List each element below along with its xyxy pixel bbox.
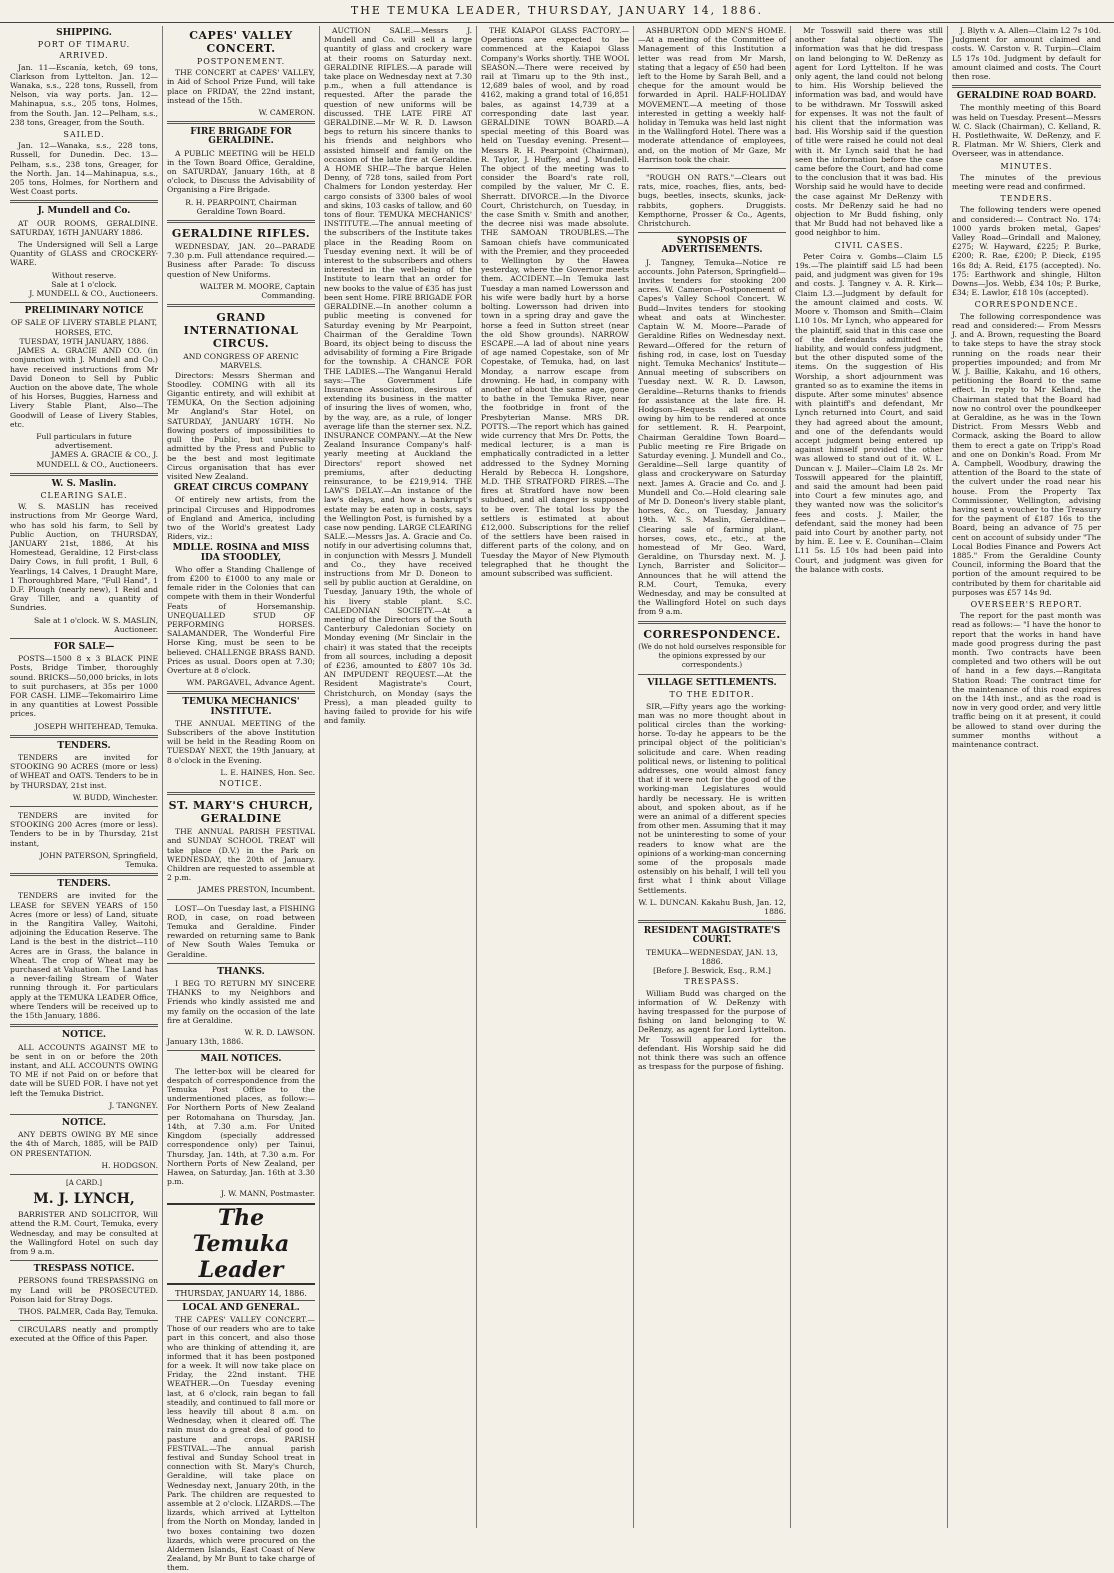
notice-title: NOTICE. — [61, 1030, 107, 1041]
divider — [167, 220, 315, 223]
column-5 — [634, 26, 791, 1528]
divider — [167, 304, 315, 307]
divider — [167, 963, 315, 964]
divider — [167, 121, 315, 124]
paterson-signature: JOHN PATERSON, Springfield, Temuka. — [39, 850, 158, 870]
lawson-signature: W. R. D. LAWSON. — [244, 1028, 315, 1038]
sailed-text: Jan. 12—Wanaka, s.s., 228 tons, Russell, for Dunedin. Dec. 13—Pelham, s.s., 238 tons, Greager, for the North. Jan. 14—Mahinapua, s.s., 205 tons, Holmes, for Northern and West Coast ports. — [10, 141, 158, 197]
col4-text: THE KAIAPOI GLASS FACTORY.—Operations are expected to be commenced at the Kaiapoi Glass Company's Works shortly. THE WOOL SEASON.—There were received by rail at Timaru up to the 9th inst., 12,689 bales of wool, and by road 4162, making a grand total of 16,851 bales, as against 14,739 at a corresponding date last year. GERALDINE TOWN BOARD.—A special meeting of this Board was held on Tuesday evening. Present—Messrs R. H. Pearpoint (Chairman), R. Taylor, J. Huffey, and J. Mundell. The object of the meeting was to consider the Board's rate roll, compiled by the valuer, Mr C. E. Sherratt. DIVORCE.—In the Divorce Court, Christchurch, on Tuesday, in the case Smith v. Smith and another, the decree nisi was made absolute. THE SAMOAN TROUBLES.—The Samoan chiefs have communicated with the Premier, and they proceeded to Wellington by the Hawea yesterday, where the Governor meets them. ACCIDENT.—In Temuka last Tuesday a man named Lowersson and his wife were badly hurt by a horse bolting. Lowersson had driven into town in a spring dray and gave the horse a feed in Sutton street (near the old Show grounds). NARROW ESCAPE.—A lad of about nine years of age named Copestake, son of Mr Copestake, of Temuka, had, on last Monday, a narrow escape from drowning. He had, in company with another of about the same age, gone to bathe in the Temuka River, near the footbridge in front of the Presbyterian Manse. MRS DR. POTTS.—The report which has gained wide currency that Mrs Dr. Potts, the medical lecturer, is a man is emphatically contradicted in a letter addressed to the Sydney Morning Herald by Rebecca H. Longshore, M.D. THE STRATFORD FIRES.—The fires at Stratford have now been subdued, and all danger is supposed to be over. The total loss by the settlers is estimated at about £12,000. Subscriptions for the relief of the settlers have been raised in different parts of the colony, and on Tuesday the Mayor of New Plymouth telegraphed that he thought the amount subscribed was sufficient. — [481, 26, 629, 578]
divider — [10, 806, 158, 807]
col6-text: Mr Tosswill said there was still another fatal objection. The information was that he did trespass on land belonging to W. DeRenzy as agent for Lord Lyttelton. If he was only agent, the land could not belong to him. His Worship believed the information was bad, and would have to be withdrawn. Mr Tosswill asked for expenses. It was not the fault of his client that the information was bad. His Worship said if the question of title were raised he could not deal with it. Mr Lynch said that he had seen the information before the case came before the Court, and had come to the conclusion that it was bad. His Worship said he would have to decide the case against Mr DeRenzy with costs. Mr DeRenzy said he had no objection to Mr Budd fishing, only that Mr Budd had not behaved like a good neighbor to him. — [795, 26, 943, 238]
tenders3-title: TENDERS. — [57, 879, 111, 890]
circus-text: Directors: Messrs Sherman and Stoodley. COMING with all its Gigantic entirety, and will exhibit at TEMUKA, On the Section adjoining Mr Angland's Star Hotel, on SATURDAY, JANUARY 16TH. No flowing posters of impossibilities to gull the Public, but universally admitted by the Press and Public to be the best and most legitimate Circus organisation that has ever visited New Zealand. — [167, 370, 315, 481]
great-circus-label: GREAT CIRCUS COMPANY — [173, 483, 309, 494]
divider — [10, 735, 158, 738]
divider — [10, 1260, 158, 1261]
divider — [10, 473, 158, 476]
synopsis-text: J. Tangney, Temuka—Notice re accounts. John Paterson, Springfield—Invites tenders for stooking 200 acres. W. Cameron—Postponement of Capes's Valley School Concert. W. Budd—Invites tenders for stooking wheat and oats at Winchester. Captain W. M. Moore—Parade of Geraldine Rifles on Wednesday next. Reward—Offered for the return of fishing rod, in case, lost on Tuesday night. Temuka Mechanics' Institute—Annual meeting of subscribers on Tuesday next. W. R. D. Lawson, Geraldine—Returns thanks to friends for assistance at the late fire. H. Hodgson—Requests all accounts owing by him to be rendered at once for settlement. R. H. Pearpoint, Chairman Geraldine Town Board—Public meeting re Fire Brigade on Saturday evening. J. Mundell and Co., Geraldine—Sell large quantity of glass and crockeryware on Saturday next. James A. Gracie and Co. and J. Mundell and Co.—Hold clearing sale of Mr D. Doneon's livery stable plant, horses, &c., on Tuesday, January 19th. W. S. Maslin, Geraldine—Clearing sale of farming plant, horses, cows, etc., etc., at the homestead of Mr Geo. Ward, Geraldine, on Thursday next. M. J. Lynch, Barrister and Solicitor—Announces that he will attend the R.M. Court, Temuka, every Wednesday, and may be consulted at the Wallingford Hotel on such days from 9 a.m. — [638, 257, 786, 617]
notice-text: ALL ACCOUNTS AGAINST ME to be sent in on or before the 20th instant, and ALL ACCOUNTS OWING TO ME if not Paid on or before that date will be SUED FOR. I have not yet left the Temuka District. — [10, 1042, 158, 1098]
civil-cases-text: Peter Coira v. Gombs—Claim L5 19s.—The plaintiff said L5 had been paid, and judgment was given for 19s and costs. J. Tangney v. A. R. Kirk—Claim L3.—Judgment by default for the amount claimed and costs. W. Moore v. Thomson and Smith—Claim L10 10s. Mr Lynch, who appeared for the plaintiff, said that in this case one of the defendants admitted the liability, and would confess judgment, but the other disputed some of the items. On the suggestion of His Worship, a short adjournment was granted so as to examine the items in dispute. After some minutes' absence with plaintiff's and defendant, Mr Lynch returned into Court, and said they had agreed about the amount, and one of the defendants would accept judgment being entered up against himself provided the other was allowed to stand out of it. W. L. Duncan v. J. Mailer—Claim L8 2s. Mr Tosswill appeared for the plaintiff, and said the amount had been paid into Court a few minutes ago, and they wanted now was the solicitor's fees and costs. J. Mailer, the defendant, said the money had been paid into Court by another party, not by him. E. Lee v. E. Counihan—Claim L11 5s. L5 10s had been paid into Court, and judgment was given for the balance with costs. — [795, 251, 943, 574]
column-4 — [477, 26, 634, 1528]
road-board-text: The monthly meeting of this Board was held on Tuesday. Present—Messrs W. C. Slack (Chairman), C. Kelland, R. H. Postlethwaite, W. DeRenzy, and F. R. Flatman. Mr W. Shiers, Clerk and Overseer, was in attendance. — [952, 103, 1101, 159]
column-2 — [163, 26, 320, 1573]
riders-label: MDLLE. ROSINA and MISS IDA STOODLEY, — [172, 543, 310, 563]
overseer-text: The report for the past month was read as follows:— "I have the honor to report that the works in hand have made good progress during the past month. Two contracts have been completed and two others will be out of hand in a few days.—Rangitata Station Road: The contract time for the maintenance of this road expires on the 14th inst., and as the road is now in very good order, and very little traffic being on it at present, it could be allowed to stand over during the summer months without a maintenance contract. — [952, 611, 1101, 750]
haines-signature: L. E. HAINES, Hon. Sec. — [220, 767, 315, 777]
rm-court-title: RESIDENT MAGISTRATE'S COURT. — [643, 926, 781, 946]
paper-date: THURSDAY, JANUARY 14, 1886. — [167, 1289, 315, 1301]
mundell-signature: J. MUNDELL & CO., Auctioneers. — [29, 289, 158, 299]
notice-label: NOTICE. — [219, 779, 263, 788]
local-text: THE CAPES' VALLEY CONCERT.—Those of our readers who are to take part in this concert, and also those who are thinking of attending it, are informed that it has been postponed for a week. It will now take place on Friday, the 22nd instant. THE WEATHER.—On Tuesday evening last, at 6 o'clock, rain began to fall steadily, and continued to fall more or less heavily till about 8 a.m. on Wednesday, when it cleared off. The rain must do a great deal of good to pasture and crops. PARISH FESTIVAL.—The annual parish festival and Sunday School treat in connection with St. Mary's Church, Geraldine, will take place on Wednesday next, January 20th, in the Park. The children are requested to assemble at 2 o'clock. LIZARDS.—The lizards, which arrived at Lyttelton from the North on Monday, landed in two boxes containing two dozen lizards, which were procured on the Aldermen Islands, East Coast of New Zealand, by Mr Bunt to take charge of them. — [167, 1314, 315, 1573]
rooms-heading: AT OUR ROOMS, GERALDINE. SATURDAY, 16TH JANUARY 1886. — [10, 218, 158, 237]
rooms-text: The Undersigned will Sell a Large Quantity of GLASS and CROCKERY-WARE. — [10, 240, 158, 268]
for-sale-title: FOR SALE— — [53, 641, 115, 652]
circus-text-2: Of entirely new artists, from the principal Circuses and Hippodromes of England and America, including two of the World's greatest Lady Riders, viz.: — [167, 495, 315, 542]
prelim-subtitle: OF SALE OF LIVERY STABLE PLANT, HORSES, ETC. — [10, 318, 158, 337]
divider — [10, 638, 158, 639]
divider — [167, 792, 315, 795]
divider — [167, 899, 315, 900]
divider — [10, 302, 158, 303]
divider — [952, 85, 1101, 88]
mech-text: THE ANNUAL MEETING of the Subscribers of the above Institution will be held in the Reading Room on TUESDAY NEXT, the 19th January, at 8 o'clock in the Evening. — [167, 718, 315, 765]
minutes-label: MINUTES. — [1000, 161, 1053, 171]
prelim-text: JAMES A. GRACIE AND CO. (in conjunction with J. Mundell and Co.) have received instructions from Mr David Doneon to Sell by Public Auction on the above date, The whole of his Horses, Buggies, Harness and Livery Stable Plant, Also—The Goodwill of Lease of Livery Stables, etc. — [10, 346, 158, 429]
tenders2-text: TENDERS are invited for STOOKING 200 Acres (more or less). Tenders to be in by Thursday, 21st instant, — [10, 811, 158, 848]
divider — [10, 873, 158, 876]
whitehead-signature: JOSEPH WHITEHEAD, Temuka. — [34, 721, 158, 731]
divider — [638, 920, 786, 923]
divider — [10, 1024, 158, 1027]
divider — [10, 1114, 158, 1115]
gracie-signature: JAMES A. GRACIE & CO., J. MUNDELL & CO., Auctioneers. — [36, 450, 158, 469]
masthead: THE TEMUKA LEADER, THURSDAY, JANUARY 14, 1886. — [0, 0, 1114, 23]
circus-text-3: Who offer a Standing Challenge of from £200 to £1000 to any male or female rider in the Colonies that can compete with them in their Wonderful Feats of Horsemanship. UNEQUALLED STUD OF PERFORMING HORSES. SALAMANDER, The Wonderful Fire Horse King, must be seen to be believed. CHALLENGE BRASS BAND. Prices as usual. Doors open at 7.30; Overture at 8 o'clock. — [167, 564, 315, 675]
overseer-label: OVERSEER'S REPORT. — [970, 599, 1083, 609]
tenders1-text: TENDERS are invited for STOOKING 90 ACRES (more or less) of WHEAT and OATS. Tenders to be in by THURSDAY, 21st inst. — [10, 753, 158, 790]
pearpoint-signature: R. H. PEARPOINT, Chairman Geraldine Town Board. — [185, 197, 297, 216]
maslin-signature: Sale at 1 o'clock. W. S. MASLIN, Auctioneer. — [33, 615, 158, 634]
prelim-date: TUESDAY, 19TH JANUARY, 1886. — [19, 336, 149, 346]
fire-text: A PUBLIC MEETING will be HELD in the Town Board Office, Geraldine, on SATURDAY, January 16th, at 8 o'clock, to Discuss the Advisability of Organising a Fire Brigade. — [167, 148, 315, 195]
thanks-text: I BEG TO RETURN MY SINCERE THANKS to my Neighbors and Friends who kindly assisted me and my family on the occasion of the late fire at Geraldine. — [167, 979, 315, 1025]
port-title: PORT OF TIMARU. — [37, 40, 131, 50]
tenders3-text: TENDERS are invited for the LEASE for SEVEN YEARS of 150 Acres (more or less) of Land, situate in the Rangitira Valley, Waitohi, adjoining the Education Reserve. The Land is the best in the district—110 Acres are in Grass, the balance in Wheat. The crop of Wheat may be purchased at Valuation. The Land has a never-failing Stream of Water running through it. For particulars apply at the TEMUKA LEADER Office, where Tenders will be received up to the 15th January, 1886. — [10, 891, 158, 1021]
letter-signature: W. L. DUNCAN. Kakahu Bush, Jan. 12, 1886. — [638, 897, 786, 917]
circus-title: GRAND INTERNATIONAL CIRCUS. — [183, 311, 299, 351]
tangney-signature: J. TANGNEY. — [109, 1100, 158, 1110]
for-sale-text: POSTS—1500 8 x 3 BLACK PINE Posts, Bridge Timber, thoroughly sound. BRICKS—50,000 bricks, in lots to suit purchasers, at 35s per 1000 FOR CASH. LIME—Tekomairiro Lime in any quantities at Lowest Possible prices. — [10, 654, 158, 719]
divider — [638, 168, 786, 169]
preston-signature: JAMES PRESTON, Incumbent. — [197, 885, 315, 895]
column-6 — [791, 26, 948, 1528]
shipping-title: SHIPPING. — [56, 28, 112, 38]
maslin-title: W. S. Maslin. — [51, 478, 117, 489]
divider — [638, 674, 786, 675]
lynch-text: BARRISTER AND SOLICITOR, Will attend the R.M. Court, Temuka, every Wednesday, and may be consulted at the Wallingford Hotel on such day from 9 a.m. — [10, 1210, 158, 1256]
tenders-label: TENDERS. — [1000, 194, 1053, 204]
village-title: VILLAGE SETTLEMENTS. — [647, 678, 777, 689]
lost-text: LOST—On Tuesday last, a FISHING ROD, in case, on road between Temuka and Geraldine. Finder rewarded on returning same to Bank of New South Wales Temuka or Geraldine. — [167, 903, 315, 959]
capes-title: CAPES' VALLEY CONCERT. — [189, 29, 293, 55]
divider — [638, 621, 786, 624]
marys-text: THE ANNUAL PARISH FESTIVAL and SUNDAY SCHOOL TREAT will take place (D.V.) in the Park on WEDNESDAY, the 20th of January. Children are requested to assemble at 2 p.m. — [167, 827, 315, 883]
lawson-date: January 13th, 1886. — [167, 1037, 244, 1047]
tenders1-title: TENDERS. — [57, 740, 111, 751]
divider — [167, 691, 315, 694]
circulars-text: CIRCULARS neatly and promptly executed at the Office of this Paper. — [10, 1325, 158, 1344]
col7-top-text: J. Blyth v. A. Allen—Claim L2 7s 10d. Judgment for amount claimed and costs. W. Carston v. R. Turpin—Claim L5 17s 10d. Judgment by default for amount claimed and costs. The Court then rose. — [952, 26, 1101, 82]
pargavel-signature: WM. PARGAVEL, Advance Agent. — [186, 678, 315, 688]
newspaper-columns — [6, 26, 1108, 1573]
trespass-title: TRESPASS NOTICE. — [33, 1264, 135, 1275]
fire-title: FIRE BRIGADE FOR GERALDINE. — [190, 127, 292, 147]
maslin-text: W. S. MASLIN has received instructions from Mr George Ward, who has sold his farm, to Sell by Public Auction, on THURSDAY, JANUARY 21st, 1886, At his Homestead, Geraldine, 12 First-class Dairy Cows, in full profit, 1 Bull, 6 Yearlings, 14 Calves, 1 Draught Mare, 1 Thoroughbred Mare, "Full Hand", 1 D.F. Plough (nearly new), 1 Reid and Gray Tiller, and a quantity of Sundries. — [10, 502, 158, 613]
divider — [167, 1050, 315, 1051]
moore-signature: WALTER M. MOORE, Captain Commanding. — [199, 281, 315, 301]
sale-time: Sale at 1 o'clock. — [51, 279, 117, 289]
rough-on-rats-ad: "ROUGH ON RATS."—Clears out rats, mice, roaches, flies, ants, bed-bugs, beetles, insects, skunks, jack-rabbits, gophers. Druggists. Kempthorne, Prosser & Co., Agents, Christchurch. — [638, 173, 786, 229]
rm-date: TEMUKA—WEDNESDAY, JAN. 13, 1886. — [646, 947, 778, 966]
divider — [10, 1174, 158, 1175]
to-editor: TO THE EDITOR. — [669, 690, 755, 700]
sailed-label: SAILED. — [63, 130, 105, 140]
rm-before: [Before J. Beswick, Esq., R.M.] — [653, 966, 771, 976]
divider — [638, 232, 786, 233]
prelim-title: PRELIMINARY NOTICE — [24, 306, 144, 317]
notice2-text: ANY DEBTS OWING BY ME since the 4th of March, 1885, will be PAID ON PRESENTATION. — [10, 1130, 158, 1158]
paper-title: The Temuka Leader — [167, 1203, 315, 1285]
rm-text: William Budd was charged on the information of W. DeRenzy with having trespassed for the purpose of fishing on land belonging to W. DeRenzy, as agent for Lord Lyttelton. Mr Tosswill appeared for the defendant. His Worship said he did not think there was such an offence as trespass for the purpose of fishing. — [638, 988, 786, 1072]
mundell-title: J. Mundell and Co. — [37, 206, 131, 217]
arrived-label: ARRIVED. — [59, 51, 109, 61]
road-board-title: GERALDINE ROAD BOARD. — [956, 91, 1097, 102]
letter-text: SIR,—Fifty years ago the working-man was no more thought about in political circles than the working-horse. To-day he appears to be the principal object of the politician's solicitude and care. When reading political news, or listening to political addresses, one would almost fancy that if it were not for the good of the working-man Legislatures would hardly be necessary. He is written about, and spoken about, as if he were an animal of a different species from other men. Assuming that it may not be uninteresting to some of your readers to know what are the opinions of a working-man concerning some of the proposals made ostensibly on his behalf, I will tell you first what I think about Village Settlements. — [638, 701, 786, 895]
col3-text: AUCTION SALE.—Messrs J. Mundell and Co. will sell a large quantity of glass and crockery ware at their rooms on Saturday next. GERALDINE RIFLES.—A parade will take place on Wednesday next at 7.30 p.m., when a full attendance is requested. After the parade the question of new uniforms will be discussed. THE LATE FIRE AT GERALDINE.—Mr W. R. D. Lawson begs to return his sincere thanks to his friends and neighbors who assisted himself and family on the occasion of the late fire at Geraldine. A HOME SHIP.—The barque Helen Denny, of 728 tons, sailed from Port Chalmers for London yesterday. Her cargo consists of 3300 bales of wool and skins, 103 casks of tallow, and 60 tons of flour. TEMUKA MECHANICS' INSTITUTE.—The annual meeting of the subscribers of the Institute takes place in the Reading Room on Tuesday evening next. It will be of interest to the subscribers and others interested in the well-being of the Institute to learn that an order for new books to the value of £35 has just been sent Home. FIRE BRIGADE FOR GERALDINE.—In another column a public meeting is convened for Saturday evening by Mr Pearpoint, Chairman of the Geraldine Town Board, its object being to discuss the advisability of forming a Fire Brigade for the township. A CHANCE FOR THE LADIES.—The Wanganui Herald says:—The Government Life Insurance Association, desirous of extending its business in the matter of insuring the lives of women, who, by the way, are, as a rule, of longer average life than the sterner sex. N.Z. INSURANCE COMPANY.—At the New Zealand Insurance Company's half-yearly meeting at Auckland the Directors' report showed net premiums, after deducting reinsurance, to be £219,914. THE LAW'S DELAY.—An instance of the law's delays, and how a bankrupt's estate may be eaten up in costs, says the Wellington Post, is furnished by a case now pending. LARGE CLEARING SALE.—Messrs Jas. A. Gracie and Co. notify in our advertising columns that, in conjunction with Messrs J. Mundell and Co., they have received instructions from Mr D. Doneon to sell by public auction at Geraldine, on Tuesday, January 19th, the whole of his livery stable plant. S.C. CALEDONIAN SOCIETY.—At a meeting of the Directors of the South Canterbury Caledonian Society on Monday evening (Mr Sinclair in the chair) it was stated that the receipts from all sources, including a deposit of £236, amounted to £807 10s 3d. AN IMPUDENT REQUEST.—At the Resident Magistrate's Court, Christchurch, on Monday (says the Press), a man pleaded guilty to having failed to provide for his wife and family. — [324, 26, 472, 726]
rifles-text: WEDNESDAY, JAN. 20—PARADE 7.30 p.m. Full attendance required.—Business after Parade: To discuss question of New Uniforms. — [167, 242, 315, 279]
marys-title: ST. MARY'S CHURCH, GERALDINE — [168, 799, 314, 826]
mail-text: The letter-box will be cleared for despatch of correspondence from the Temuka Post Office to the undermentioned places, as follow:— For Northern Ports of New Zealand per Rotomahana on Thursday, Jan. 14th, at 7.30 a.m. For United Kingdom (specially addressed correspondence only) per Tainui, Thursday, Jan. 14th, at 7.30 a.m. For Northern Ports of New Zealand, per Hawea, on Saturday, Jan. 16th at 3.30 p.m. — [167, 1066, 315, 1187]
lynch-name: M. J. LYNCH, — [33, 1191, 135, 1208]
clearing-title: CLEARING SALE. — [40, 490, 128, 500]
divider — [10, 1320, 158, 1321]
trespass-label: TRESPASS. — [684, 977, 740, 987]
mech-title: TEMUKA MECHANICS' INSTITUTE. — [182, 697, 300, 717]
column-1 — [6, 26, 163, 1528]
trespass-text: PERSONS found TRESPASSING on my Land will be PROSECUTED. Poison laid for Stray Dogs. — [10, 1276, 158, 1304]
synopsis-title: SYNOPSIS OF ADVERTISEMENTS. — [661, 236, 763, 256]
without-reserve: Without reserve. — [51, 270, 117, 280]
capes-text: THE CONCERT at CAPES' VALLEY, in Aid of School Prize Fund, will take place on FRIDAY, the 22nd instant, instead of the 15th. — [167, 68, 315, 105]
minutes-text: The minutes of the previous meeting were read and confirmed. — [952, 172, 1101, 192]
postponement-label: POSTPONEMENT. — [196, 57, 286, 66]
mail-title: MAIL NOTICES. — [200, 1054, 282, 1065]
arrived-text: Jan. 11—Escanía, ketch, 69 tons, Clarkson from Lyttelton. Jan. 12—Wanaka, s.s., 228 tons, Russell, from Nelson, via way ports. Jan. 12—Mahinapua, s.s., 205 tons, Holmes, from the South. Jan. 12—Pelham, s.s., 238 tons, Greager, from the South. — [10, 62, 158, 127]
notice2-title: NOTICE. — [61, 1117, 107, 1128]
correspondence-title: CORRESPONDENCE. — [643, 627, 781, 641]
card-label: [A CARD.] — [65, 1178, 102, 1187]
tenders-text: The following tenders were opened and considered:— Contract No. 174: 1000 yards broken metal, Gapes' Valley Road—Grindall and Maloney, £275; W. Hayward, £225; P. Burke, £200; R. Rae, £200; P. Dieck, £195 16s 8d; A. Reid, £175 (accepted). No. 175: Earthwork and shingle, Hilton Downs—Jos. Webb, £34 10s; P. Burke, £34; E. Lawlor, £18 10s (accepted). — [952, 205, 1101, 298]
civil-cases-label: CIVIL CASES. — [834, 240, 904, 250]
divider — [10, 200, 158, 203]
column-3 — [320, 26, 477, 1528]
correspondence-note: (We do not hold ourselves responsible for the opinions expressed by our correspondents.) — [638, 642, 786, 669]
thanks-title: THANKS. — [217, 966, 265, 977]
rifles-title: GERALDINE RIFLES. — [171, 227, 311, 241]
col5-text: ASHBURTON ODD MEN'S HOME.—At a meeting of the Committee of Management of this Institution a letter was read from Mr Marsh, stating that a legacy of £50 had been left to the Home by Sarah Bell, and a cheque for the amount would be forwarded in April. HALF-HOLIDAY MOVEMENT.—A meeting of those interested in getting a weekly half-holiday in Temuka was held last night in the Wallingford Hotel. There was a moderate attendance of employees, and, on the motion of Mr Gaze, Mr Harrison took the chair. — [638, 26, 786, 164]
budd-signature: W. BUDD, Winchester. — [72, 792, 158, 802]
palmer-signature: THOS. PALMER, Cada Bay, Temuka. — [18, 1306, 158, 1316]
circus-subtitle: AND CONGRESS OF ARENIC MARVELS. — [183, 352, 299, 371]
correspondence-label: CORRESPONDENCE. — [974, 300, 1079, 310]
local-title: LOCAL AND GENERAL. — [182, 1302, 300, 1313]
column-7 — [948, 26, 1105, 1528]
cameron-signature: W. CAMERON. — [258, 108, 315, 118]
board-correspondence-text: The following correspondence was read and considered:— From Messrs J. and A. Brown, requesting the Board to take steps to have the stray stock running on the roads near their properties impounded; and from Mr W. J. Baillie, Kakahu, and 16 others, petitioning the Board to the same effect. In reply to Mr Kelland, the Chairman stated that the Board had now no control over the poundkeeper at Geraldine, as he was in the Town District. From Messrs Webb and Cormack, asking the Board to allow them to erect a gate on Tripp's Road and one on Donkin's Road. From Mr A. Campbell, Woodbury, drawing the attention of the Board to the state of the culvert under the road near his house. From the Property Tax Commissioner, Wellington, advising having sent a voucher to the Treasury for the payment of £187 16s to the Board, being an advance of 75 per cent on account of subsidy under "The Local Bodies Finance and Powers Act 1885." From the Geraldine County Council, informing the Board that the portion of the amount required to be contributed by them for charitable aid purposes was £57 14s 9d. — [952, 311, 1101, 597]
prelim-full: Full particulars in future advertisement. — [36, 431, 132, 451]
hodgson-signature: H. HODGSON. — [101, 1160, 158, 1170]
mann-signature: J. W. MANN, Postmaster. — [220, 1189, 315, 1199]
